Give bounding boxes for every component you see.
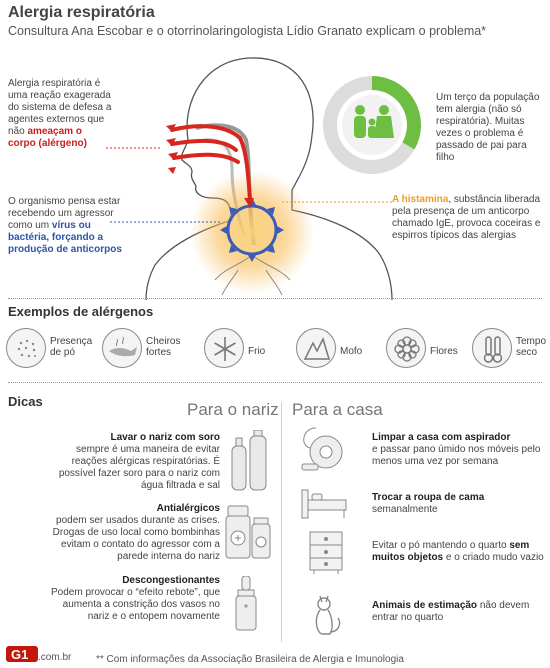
- allergen-label-flowers: Flores: [430, 346, 458, 357]
- divider-top: [8, 298, 542, 299]
- tip-nose-wash: Lavar o nariz com soro sempre é uma maneira de evitar reações alérgicas respiratórias. É possível fazer soro para o nariz com água filtrada e sal: [58, 432, 220, 491]
- tip-home-vacuum: Limpar a casa com aspirador e passar pano úmido nos móveis pelo menos uma vez por semana: [372, 432, 541, 467]
- footer-domain: .com.br: [38, 652, 72, 663]
- page-title: Alergia respiratória: [8, 4, 155, 21]
- flower-icon: [386, 328, 426, 368]
- page-subtitle: Consultura Ana Escobar e o otorrinolaringologista Lídio Granato explicam o problema*: [8, 24, 487, 38]
- allergen-label-mold: Mofo: [340, 346, 363, 357]
- dropper-icon: [232, 576, 262, 636]
- vacuum-icon: [296, 424, 346, 476]
- tip-nose-antiallergic: Antialérgicos podem ser usados durante as crises. Drogas de uso local como bombinhas evitam o contato do agressor com a parede interna do nariz: [52, 503, 220, 562]
- nose-heading: Para o nariz: [187, 400, 279, 419]
- allergen-label-dry-weather: Tempo seco: [516, 336, 547, 358]
- divider-middle: [8, 382, 542, 383]
- g1-logo: [6, 644, 40, 668]
- allergen-label-cold: Frio: [248, 346, 266, 357]
- bed-icon: [298, 486, 350, 522]
- thermometer-icon: [472, 328, 512, 368]
- allergen-label-dust: Presença de pó: [50, 336, 93, 358]
- logo-text: G1: [11, 647, 29, 662]
- tip-nose-decongestant: Descongestionantes Podem provocar o “efeito rebote”, que aumenta a constrição dos vasos no nariz e o entopem novamente: [51, 575, 220, 622]
- note-allergy: Alergia respiratória é uma reação exagerada do sistema de defesa a agentes externos que não ameaçam o corpo (alérgeno): [8, 78, 112, 149]
- cat-icon: [306, 588, 346, 638]
- medicine-icon: [224, 500, 274, 562]
- smell-icon: [102, 328, 142, 368]
- tip-home-dust: Evitar o pó mantendo o quarto sem muitos objetos e o criado mudo vazio: [372, 540, 544, 563]
- tip-home-pets: Animais de estimação não devem entrar no quarto: [372, 600, 530, 623]
- tips-column-divider: [281, 402, 282, 642]
- tip-home-bedding: Trocar a roupa de cama semanalmente: [372, 492, 485, 515]
- footer-note: ** Com informações da Associação Brasileira de Alergia e Imunologia: [96, 654, 404, 665]
- note-body-reaction: O organismo pensa estar recebendo um agressor como um vírus ou bactéria, forçando a produção de anticorpos: [8, 196, 122, 255]
- home-heading: Para a casa: [292, 400, 383, 419]
- nightstand-icon: [306, 530, 346, 576]
- note-population: Um terço da população tem alergia (não só respiratória). Muitas vezes o problema é passado de pai para filho: [436, 92, 540, 163]
- mold-icon: [296, 328, 336, 368]
- allergens-row: [6, 328, 546, 376]
- tips-title: Dicas: [8, 394, 43, 409]
- population-donut: [330, 83, 414, 167]
- allergens-title: Exemplos de alérgenos: [8, 304, 154, 319]
- note-histamine: A histamina, substância liberada pela presença de um anticorpo chamado IgE, provoca coceiras e espirros típicos das alergias: [392, 194, 541, 241]
- dust-icon: [6, 328, 46, 368]
- snowflake-icon: [204, 328, 244, 368]
- allergen-label-smell: Cheiros fortes: [146, 336, 181, 358]
- inflammation-glow: [190, 170, 314, 294]
- bottles-icon: [226, 430, 272, 492]
